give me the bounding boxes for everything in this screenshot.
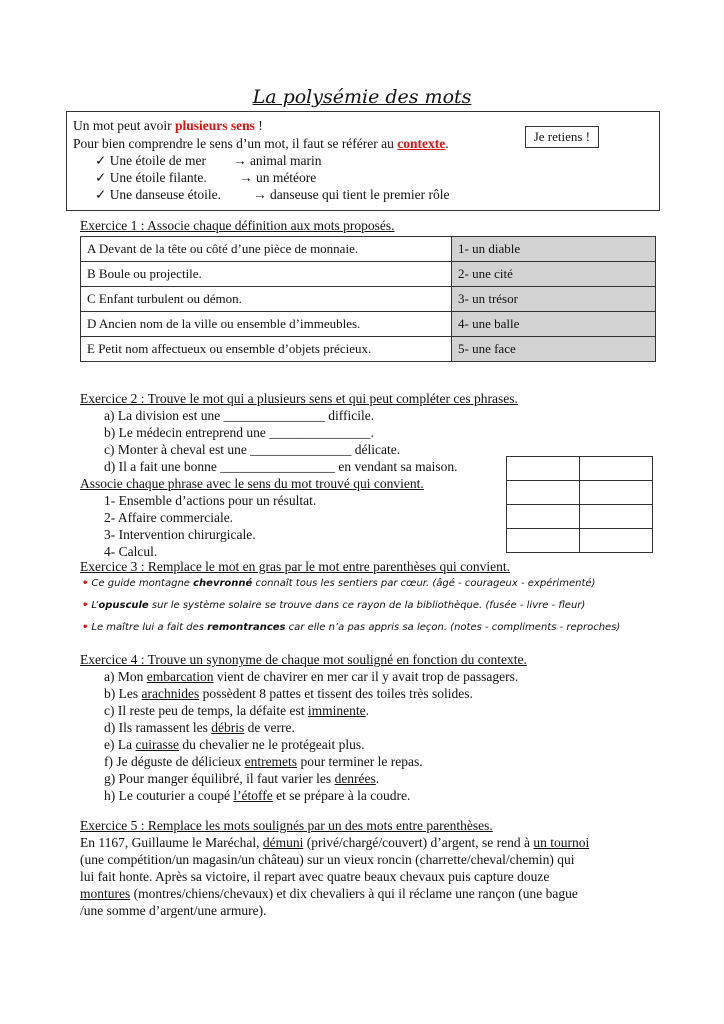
item-text: et se prépare à la coudre. <box>272 788 411 803</box>
list-item <box>104 720 295 736</box>
example-text: Une danseuse étoile. <box>109 187 222 202</box>
sentence-item: d) Il a fait une bonne _________________ en vendant sa maison. <box>104 459 458 474</box>
word-cell: 1- un diable <box>452 237 656 262</box>
check-icon: ✓ <box>95 170 107 185</box>
answer-grid <box>506 456 653 553</box>
paragraph-text: (privé/chargé/couvert) d’argent, se rend à <box>303 835 534 850</box>
check-icon: ✓ <box>95 153 107 168</box>
definition-cell: C Enfant turbulent ou démon. <box>81 287 452 312</box>
item-text: d) Ils ramassent les <box>104 720 212 735</box>
exercise-1-heading: Exercice 1 : Associe chaque définition aux mots proposés. <box>80 218 395 233</box>
exercise-3-heading: Exercice 3 : Remplace le mot en gras par le mot entre parenthèses qui convient. <box>80 559 510 574</box>
bold-word: chevronné <box>193 578 253 589</box>
list-item <box>104 788 410 804</box>
bullet-icon: • <box>82 622 89 633</box>
list-item <box>104 771 379 787</box>
paragraph-line <box>80 886 578 902</box>
underlined-word: entremets <box>244 754 298 769</box>
underlined-word: un tournoi <box>533 835 590 850</box>
example-meaning: un météore <box>255 170 317 185</box>
answer-cell[interactable] <box>580 529 653 553</box>
underlined-word: cuirasse <box>135 737 179 752</box>
word-cell: 3- un trésor <box>452 287 656 312</box>
paragraph-line: (une compétition/un magasin/un château) sur un vieux roncin (charrette/cheval/chemin) qui <box>80 852 575 867</box>
je-retiens-badge: Je retiens ! <box>525 126 599 148</box>
item-text: pour terminer le repas. <box>297 754 423 769</box>
example-item <box>95 170 316 186</box>
handwritten-item <box>82 578 595 589</box>
rule-text: Pour bien comprendre le sens d’un mot, il faut se référer au <box>73 136 398 151</box>
definition-cell: A Devant de la tête ou côté d’une pièce de monnaie. <box>81 237 452 262</box>
answer-cell[interactable] <box>580 505 653 529</box>
item-text: connaît tous les sentiers par cœur. (âgé - courageux - expérimenté) <box>252 578 596 589</box>
underlined-word: arachnides <box>141 686 200 701</box>
exercise-2-heading: Exercice 2 : Trouve le mot qui a plusieurs sens et qui peut compléter ces phrases. <box>80 391 518 406</box>
example-text: Une étoile de mer <box>109 153 207 168</box>
table-row <box>81 312 656 337</box>
example-meaning: danseuse qui tient le premier rôle <box>269 187 450 202</box>
exercise-2-subheading: Associe chaque phrase avec le sens du mot trouvé qui convient. <box>80 476 424 491</box>
example-item <box>95 153 322 169</box>
table-row <box>81 337 656 362</box>
sentence-item: c) Monter à cheval est une _______________ délicate. <box>104 442 401 457</box>
rule-highlight: plusieurs sens <box>174 118 255 133</box>
exercise-1-table <box>80 236 656 362</box>
rule-line-1 <box>73 118 263 134</box>
meaning-item: 3- Intervention chirurgicale. <box>104 527 256 542</box>
list-item <box>104 686 473 702</box>
page-title: La polysémie des mots <box>252 86 472 108</box>
item-text: car elle n’a pas appris sa leçon. (notes - compliments - reproches) <box>285 622 621 633</box>
sentence-item: b) Le médecin entreprend une _______________. <box>104 425 374 440</box>
answer-cell[interactable] <box>507 481 580 505</box>
word-cell: 2- une cité <box>452 262 656 287</box>
list-item <box>104 669 518 685</box>
list-item <box>104 754 423 770</box>
arrow-icon: → <box>233 153 247 168</box>
item-text: . <box>375 771 380 786</box>
definition-cell: E Petit nom affectueux ou ensemble d’objets précieux. <box>81 337 452 362</box>
item-text: Ce guide montagne <box>91 578 194 589</box>
rule-highlight: contexte <box>397 136 446 151</box>
meaning-item: 1- Ensemble d’actions pour un résultat. <box>104 493 317 508</box>
item-text: vient de chavirer en mer car il y avait trop de passagers. <box>213 669 519 684</box>
underlined-word: imminente <box>307 703 366 718</box>
example-meaning: animal marin <box>249 153 322 168</box>
bullet-icon: • <box>82 600 89 611</box>
example-item <box>95 187 450 203</box>
underlined-word: débris <box>211 720 245 735</box>
paragraph-line <box>80 835 589 851</box>
answer-cell[interactable] <box>507 505 580 529</box>
bullet-icon: • <box>82 578 89 589</box>
exercise-4-heading: Exercice 4 : Trouve un synonyme de chaque mot souligné en fonction du contexte. <box>80 652 527 667</box>
item-text: f) Je déguste de délicieux <box>104 754 245 769</box>
definition-cell: D Ancien nom de la ville ou ensemble d’immeubles. <box>81 312 452 337</box>
item-text: du chevalier ne le protégeait plus. <box>178 737 365 752</box>
list-item <box>104 737 365 753</box>
item-text: Le maître lui a fait des <box>91 622 208 633</box>
underlined-word: l’étoffe <box>233 788 273 803</box>
underlined-word: denrées <box>334 771 376 786</box>
item-text: c) Il reste peu de temps, la défaite est <box>104 703 308 718</box>
item-text: . <box>365 703 370 718</box>
item-text: sur le système solaire se trouve dans ce rayon de la bibliothèque. (fusée - livre - fleur) <box>148 600 586 611</box>
answer-cell[interactable] <box>507 529 580 553</box>
rule-box <box>66 111 660 211</box>
list-item <box>104 703 369 719</box>
table-row <box>81 237 656 262</box>
word-cell: 5- une face <box>452 337 656 362</box>
answer-cell[interactable] <box>580 481 653 505</box>
bold-word: remontrances <box>207 622 286 633</box>
rule-text: ! <box>254 118 263 133</box>
meaning-item: 2- Affaire commerciale. <box>104 510 234 525</box>
paragraph-text: (montres/chiens/chevaux) et dix chevaliers à qui il réclame une rançon (une bague <box>130 886 578 901</box>
table-row <box>81 287 656 312</box>
answer-cell[interactable] <box>580 457 653 481</box>
underlined-word: montures <box>80 886 131 901</box>
underlined-word: démuni <box>262 835 304 850</box>
meaning-item: 4- Calcul. <box>104 544 158 559</box>
handwritten-item <box>82 622 620 633</box>
definition-cell: B Boule ou projectile. <box>81 262 452 287</box>
table-row <box>81 262 656 287</box>
rule-line-2 <box>73 136 449 152</box>
item-text: g) Pour manger équilibré, il faut varier les <box>104 771 335 786</box>
check-icon: ✓ <box>95 187 107 202</box>
exercise-5-heading: Exercice 5 : Remplace les mots soulignés par un des mots entre parenthèses. <box>80 818 493 833</box>
item-text: b) Les <box>104 686 142 701</box>
rule-text: . <box>445 136 449 151</box>
item-text: h) Le couturier a coupé <box>104 788 234 803</box>
arrow-icon: → <box>239 170 253 185</box>
rule-text: Un mot peut avoir <box>73 118 175 133</box>
paragraph-line: /une somme d’argent/une armure). <box>80 903 267 918</box>
handwritten-item <box>82 600 585 611</box>
arrow-icon: → <box>253 187 267 202</box>
word-cell: 4- une balle <box>452 312 656 337</box>
paragraph-text: En 1167, Guillaume le Maréchal, <box>80 835 263 850</box>
item-text: possèdent 8 pattes et tissent des toiles très solides. <box>199 686 473 701</box>
item-text: de verre. <box>244 720 295 735</box>
item-text: a) Mon <box>104 669 147 684</box>
answer-cell[interactable] <box>507 457 580 481</box>
paragraph-line: lui fait honte. Après sa victoire, il repart avec quatre beaux chevaux puis capture douze <box>80 869 550 884</box>
example-text: Une étoile filante. <box>109 170 207 185</box>
item-text: L’ <box>91 600 99 611</box>
bold-word: opuscule <box>98 600 149 611</box>
underlined-word: embarcation <box>146 669 214 684</box>
sentence-item: a) La division est une _______________ difficile. <box>104 408 375 423</box>
item-text: e) La <box>104 737 136 752</box>
